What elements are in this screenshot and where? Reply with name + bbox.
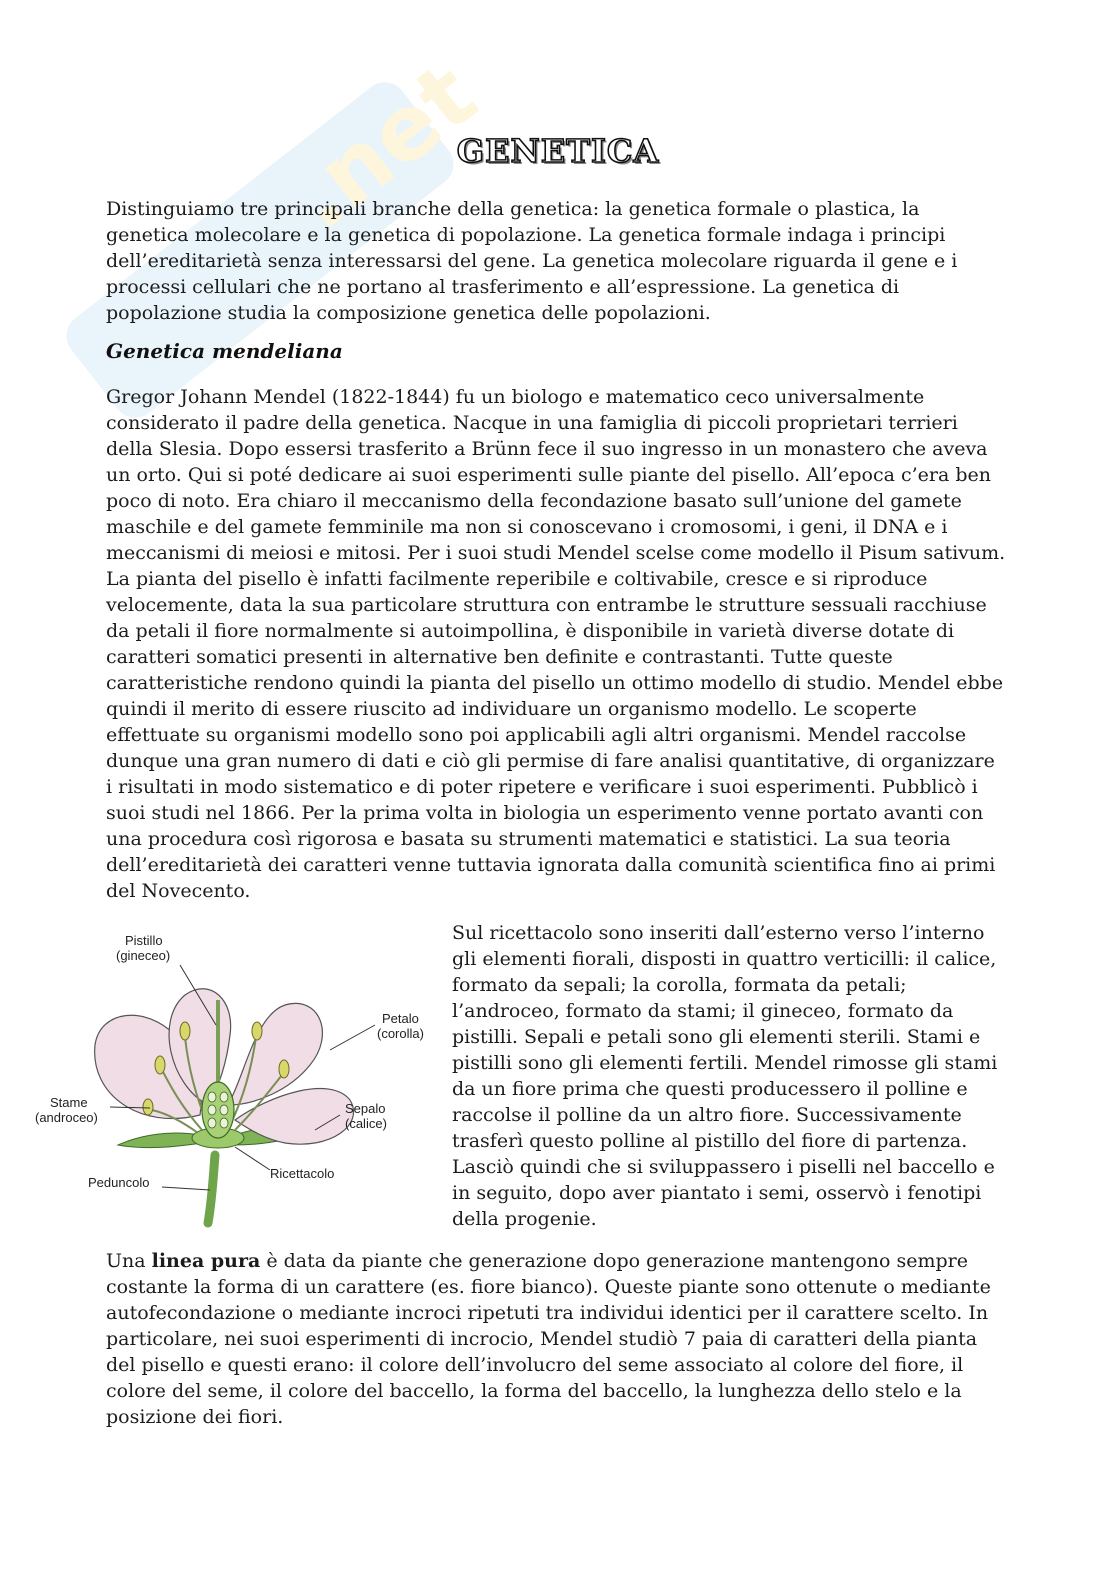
anther: [252, 1022, 262, 1040]
linea-pura-term: linea pura: [151, 1250, 261, 1272]
page-title: GENETICA: [456, 132, 660, 170]
anther: [279, 1060, 289, 1078]
label-petalo: Petalo: [382, 1011, 419, 1026]
flower-paragraph: Sul ricettacolo sono inseriti dall’esterno verso l’interno gli elementi fiorali, disposti in quattro verticilli: il calice, formato da sepali; la corolla, formata da petali; l’androceo, formato da stami; il gineceo, formato da pistilli. Sepali e petali sono gli elementi sterili. Stami e pistilli sono gli elementi fertili. Mendel rimosse gli stami da un fiore prima che questi producessero il polline e raccolse il polline da un altro fiore. Successivamente trasferì questo polline al pistillo del fiore di partenza. Lasciò quindi che si sviluppassero i piselli nel baccello e in seguito, dopo aver piantato i semi, osservò i fenotipi della progenie.: [452, 922, 998, 1230]
section-heading: Genetica mendeliana: [106, 339, 343, 363]
label-androceo: (androceo): [35, 1110, 98, 1125]
linea-prefix: Una: [106, 1250, 152, 1272]
anther: [180, 1022, 190, 1040]
anther: [155, 1056, 165, 1074]
mendel-paragraph: Gregor Johann Mendel (1822-1844) fu un biologo e matematico ceco universalmente considerato il padre della genetica. Nacque in una famiglia di piccoli proprietari terrieri della Slesia. Dopo essersi trasferito a Brünn fece il suo ingresso in un monastero che aveva un orto. Qui si poté dedicare ai suoi esperimenti sulle piante del pisello. All’epoca c’era ben poco di noto. Era chiaro il meccanismo della fecondazione basato sull’unione del gamete maschile e del gamete femminile ma non si conoscevano i cromosomi, i geni, il DNA e i meccanismi di meiosi e mitosi. Per i suoi studi Mendel scelse come modello il Pisum sativum. La pianta del pisello è infatti facilmente reperibile e coltivabile, cresce e si riproduce velocemente, data la sua particolare struttura con entrambe le strutture sessuali racchiuse da petali il fiore normalmente si autoimpollina, è disponibile in varietà diverse dotate di caratteri somatici presenti in alternative ben definite e contrastanti. Tutte queste caratteristiche rendono quindi la pianta del pisello un ottimo modello di studio. Mendel ebbe quindi il merito di essere riuscito ad individuare un organismo modello. Le scoperte effettuate su organismi modello sono poi applicabili agli altri organismi. Mendel raccolse dunque una gran numero di dati e ciò gli permise di fare analisi quantitative, di organizzare i risultati in modo sistematico e di poter ripetere e verificare i suoi esperimenti. Pubblicò i suoi studi nel 1866. Per la prima volta in biologia un esperimento venne portato avanti con una procedura così rigorosa e basata su strumenti matematici e statistici. La sua teoria dell’ereditarietà dei caratteri venne tuttavia ignorata dalla comunità scientifica fino ai primi del Novecento.: [106, 386, 1006, 902]
flower-stem: [208, 1155, 215, 1223]
flower-diagram: [30, 925, 440, 1230]
intro-paragraph: Distinguiamo tre principali branche della genetica: la genetica formale o plastica, la genetica molecolare e la genetica di popolazione. La genetica formale indaga i principi dell’ereditarietà senza interessarsi del gene. La genetica molecolare riguarda il gene e i processi cellulari che ne portano al trasferimento e all’espressione. La genetica di popolazione studia la composizione genetica delle popolazioni.: [106, 198, 958, 324]
label-ricettacolo: Ricettacolo: [270, 1166, 335, 1181]
label-corolla: (corolla): [377, 1026, 424, 1041]
sepal-left: [118, 1133, 202, 1148]
label-stame: Stame: [50, 1095, 88, 1110]
label-gineceo: (gineceo): [116, 948, 171, 963]
label-pistillo: Pistillo: [125, 933, 163, 948]
label-peduncolo: Peduncolo: [88, 1175, 150, 1190]
label-sepalo: Sepalo: [345, 1101, 386, 1116]
ovary: [202, 1082, 234, 1138]
label-calice: (calice): [345, 1116, 387, 1131]
linea-rest: è data da piante che generazione dopo generazione mantengono sempre costante la forma di un carattere (es. fiore bianco). Queste piante sono ottenute o mediante autofecondazione o mediante incroci ripetuti tra individui identici per il carattere scelto. In particolare, nei suoi esperimenti di incrocio, Mendel studiò 7 paia di caratteri della pianta del pisello e questi erano: il colore dell’involucro del seme associato al colore del fiore, il colore del seme, il colore del baccello, la forma del baccello, la lunghezza dello stelo e la posizione dei fiori.: [106, 1250, 991, 1428]
anther: [143, 1099, 153, 1115]
watermark-text: .net: [271, 42, 496, 251]
linea-pura-paragraph: [106, 1248, 1006, 1430]
